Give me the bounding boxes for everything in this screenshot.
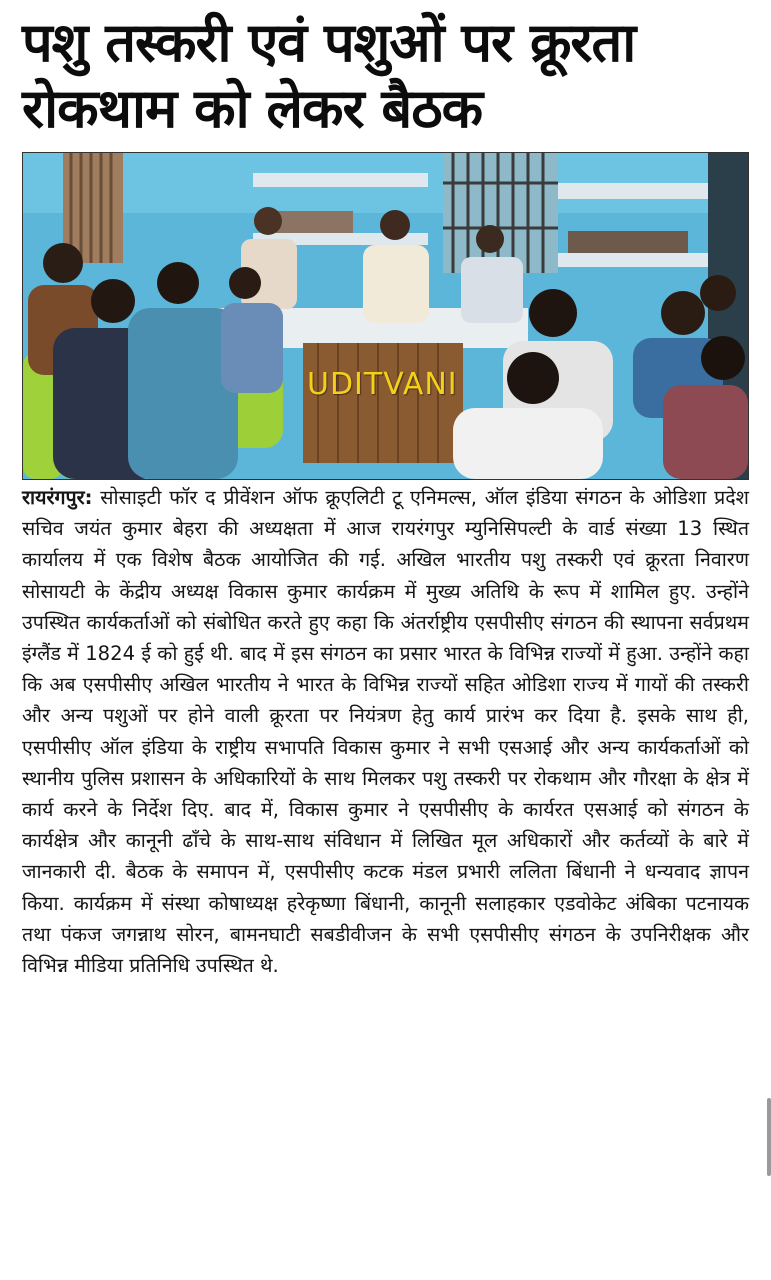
article-text: सोसाइटी फॉर द प्रीवेंशन ऑफ क्रूएलिटी टू एनिमल्स, ऑल इंडिया संगठन के ओडिशा प्रदेश सचिव जयंत कुमार बेहरा की अध्यक्षता में आज रायरंगपुर म्युनिसिपल्टी के वार्ड संख्या 13 स्थित कार्यालय में एक विशेष बैठक आयोजित की गई. अखिल भारतीय पशु तस्करी एवं क्रूरता निवारण सोसायटी के केंद्रीय अध्यक्ष विकास कुमार कार्यक्रम में मुख्य अतिथि के रूप में शामिल हुए. उन्होंने उपस्थित कार्यकर्ताओं को संबोधित करते हुए कहा कि अंतर्राष्ट्रीय एसपीसीए संगठन की स्थापना सर्वप्रथम इंग्लैंड में 1824 ई को हुई थी. बाद में इस संगठन का प्रसार भारत के विभिन्न राज्यों में हुआ. उन्होंने कहा कि अब एसपीसीए अखिल भारतीय ने भारत के विभिन्न राज्यों सहित ओडिशा राज्य में गायों की तस्करी और अन्य पशुओं पर होने वाली क्रूरता पर नियंत्रण हेतु कार्य प्रारंभ कर दिया है. इसके साथ ही, एसपीसीए ऑल इंडिया के राष्ट्रीय सभापति विकास कुमार ने सभी एसआई और अन्य कार्यकर्ताओं को स्थानीय पुलिस प्रशासन के अधिकारियों के साथ मिलकर पशु तस्करी पर रोकथाम और गौरक्षा के क्षेत्र में कार्य करने के निर्देश दिए. बाद में, विकास कुमार ने एसपीसीए के कार्यरत एसआई को संगठन के कार्यक्षेत्र और कानूनी ढाँचे के साथ-साथ संविधान में लिखित मूल अधिकारों और कर्तव्यों के बारे में जानकारी दी. बैठक के समापन में, एसपीसीए कटक मंडल प्रभारी ललिता बिंधानी ने धन्यवाद ज्ञापन किया. कार्यक्रम में संस्था कोषाध्यक्ष हरेकृष्णा बिंधानी, कानूनी सलाहकार एडवोकेट अंबिका पटनायक तथा पंकज जगन्नाथ सोरन, बामनघाटी सबडीवीजन के सभी एसपीसीए संगठन के उपनिरीक्षक और विभिन्न मीडिया प्रतिनिधि उपस्थित थे.: [22, 486, 749, 978]
news-photo: [22, 152, 749, 480]
dateline: रायरंगपुर:: [22, 486, 93, 509]
scrollbar-thumb[interactable]: [767, 1098, 771, 1176]
headline-line-1: पशु तस्करी एवं पशुओं पर क्रूरता: [22, 11, 636, 74]
meeting-photo-illustration: [23, 153, 748, 479]
headline: [22, 10, 752, 142]
watermark-text: UDITVANI: [307, 367, 458, 402]
headline-line-2: रोकथाम को लेकर बैठक: [22, 77, 483, 140]
article-body: [22, 482, 749, 981]
